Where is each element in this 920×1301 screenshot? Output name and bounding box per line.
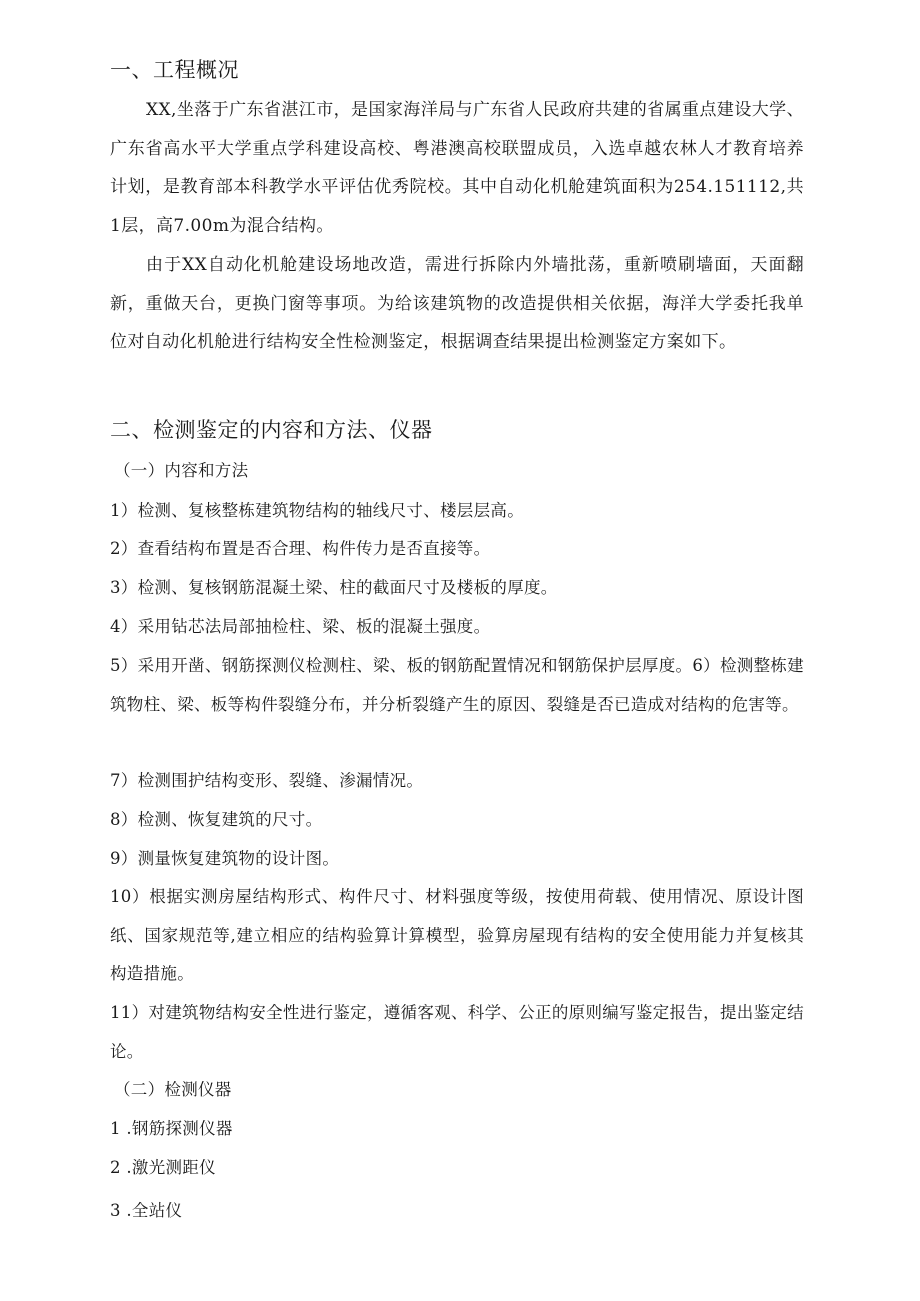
list-item: 3）检测、复核钢筋混凝土梁、柱的截面尺寸及楼板的厚度。 — [110, 578, 558, 597]
overview-paragraph-2: 由于XX自动化机舱建设场地改造，需进行拆除内外墙批荡，重新喷刷墙面，天面翻新，重做天台，更换门窗等事项。为给该建筑物的改造提供相关依据，海洋大学委托我单位对自动化机舱进行结构安全性检测鉴定，根据调查结果提出检测鉴定方案如下。 — [110, 255, 804, 352]
list-item: 2）查看结构布置是否合理、构件传力是否直接等。 — [110, 539, 491, 558]
list-item: 4）采用钻芯法局部抽检柱、梁、板的混凝土强度。 — [110, 617, 491, 636]
subsection-content-methods: （一）内容和方法 — [114, 461, 249, 480]
subsection-instruments: （二）检测仪器 — [114, 1080, 232, 1099]
list-item: 7）检测围护结构变形、裂缝、渗漏情况。 — [110, 771, 424, 790]
list-item: 9）测量恢复建筑物的设计图。 — [110, 849, 340, 868]
instrument-item: 1 .钢筋探测仪器 — [110, 1119, 233, 1138]
list-item: 8）检测、恢复建筑的尺寸。 — [110, 810, 323, 829]
section-2-title: 二、检测鉴定的内容和方法、仪器 — [110, 418, 433, 442]
list-item: 11）对建筑物结构安全性进行鉴定，遵循客观、科学、公正的原则编写鉴定报告，提出鉴定结论。 — [110, 1003, 804, 1061]
list-item: 5）采用开凿、钢筋探测仪检测柱、梁、板的钢筋配置情况和钢筋保护层厚度。6）检测整栋建筑物柱、梁、板等构件裂缝分布，并分析裂缝产生的原因、裂缝是否已造成对结构的危害等。 — [110, 656, 804, 714]
overview-paragraph-1: XX,坐落于广东省湛江市，是国家海洋局与广东省人民政府共建的省属重点建设大学、广东省高水平大学重点学科建设高校、粤港澳高校联盟成员，入选卓越农林人才教育培养计划，是教育部本科教学水平评估优秀院校。其中自动化机舱建筑面积为254.151112,共1层，高7.00m为混合结构。 — [110, 100, 804, 236]
instrument-item: 3 .全站仪 — [110, 1201, 183, 1220]
instrument-item: 2 .激光测距仪 — [110, 1158, 216, 1177]
list-item: 1）检测、复核整栋建筑物结构的轴线尺寸、楼层层高。 — [110, 501, 524, 520]
list-item: 10）根据实测房屋结构形式、构件尺寸、材料强度等级，按使用荷载、使用情况、原设计图纸、国家规范等,建立相应的结构验算计算模型，验算房屋现有结构的安全使用能力并复核其构造措施。 — [110, 887, 804, 983]
section-1-title: 一、工程概况 — [110, 58, 239, 82]
